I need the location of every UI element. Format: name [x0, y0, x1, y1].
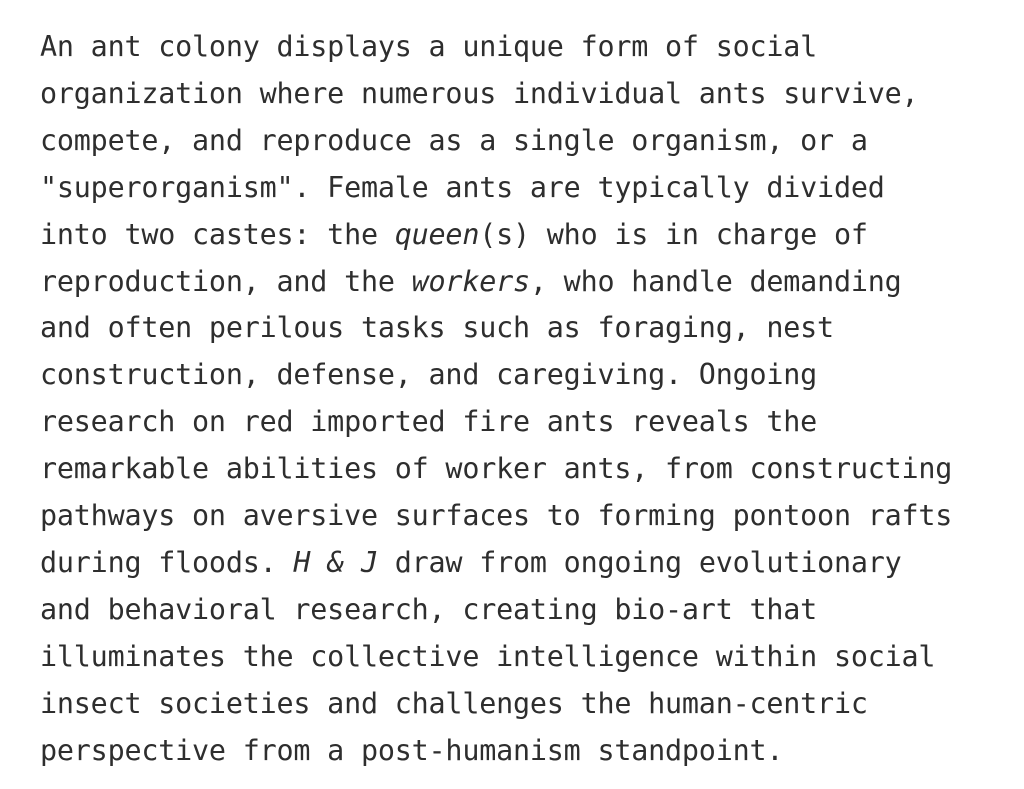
text-line: illuminates the collective intelligence within social	[40, 639, 936, 673]
italic-term-workers: workers	[411, 264, 530, 298]
text-line: An ant colony displays a unique form of social	[40, 30, 818, 63]
body-paragraph	[40, 24, 1004, 775]
italic-term-artists: H & J	[293, 545, 378, 579]
text-line: perspective from a post-humanism standpoint.	[40, 733, 784, 767]
text-line: remarkable abilities of worker ants, from constructing	[40, 452, 953, 486]
text-line: insect societies and challenges the human-centric	[40, 686, 868, 720]
text-line: organization where numerous individual ants survive,	[40, 76, 919, 110]
text-line: and behavioral research, creating bio-art that	[40, 592, 818, 626]
text-line: construction, defense, and caregiving. Ongoing	[40, 358, 818, 392]
text-line: research on red imported fire ants reveals the	[40, 405, 818, 439]
text-segment: into two castes: the	[40, 217, 395, 251]
text-line: compete, and reproduce as a single organism, or a	[40, 123, 868, 157]
text-segment: reproduction, and the	[40, 264, 412, 298]
text-line: "superorganism". Female ants are typically divided	[40, 170, 885, 204]
text-segment: (s) who is in charge of	[479, 217, 868, 251]
text-line: and often perilous tasks such as foraging, nest	[40, 311, 834, 345]
text-line: pathways on aversive surfaces to forming pontoon rafts	[40, 499, 953, 533]
text-line	[40, 259, 1004, 306]
text-segment: , who handle demanding	[529, 264, 902, 298]
text-line	[40, 212, 1004, 259]
text-segment: draw from ongoing evolutionary	[377, 545, 902, 579]
italic-term-queen: queen	[394, 217, 480, 251]
text-line	[40, 540, 1004, 587]
text-segment: during floods.	[40, 545, 294, 579]
